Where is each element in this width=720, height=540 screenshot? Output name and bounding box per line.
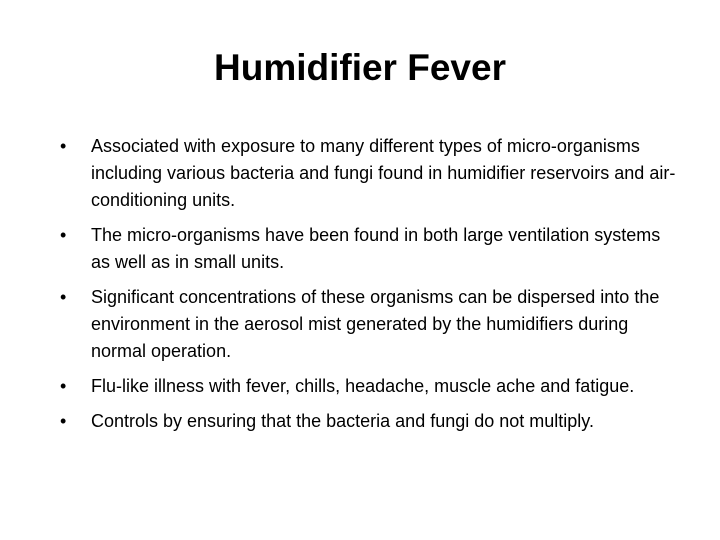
slide-title: Humidifier Fever <box>214 47 506 88</box>
bullet-text: The micro-organisms have been found in both large ventilation systems as well as in small units. <box>91 225 661 272</box>
bullet-text: Significant concentrations of these organisms can be dispersed into the environment in the aerosol mist generated by the humidifiers during normal operation. <box>91 287 660 361</box>
bullet-marker: • <box>60 411 67 431</box>
bullet-marker: • <box>60 376 67 396</box>
bullet-item <box>60 284 680 365</box>
bullet-item <box>60 373 680 400</box>
bullet-list <box>60 133 680 443</box>
bullet-text: Associated with exposure to many different types of micro-organisms including various bacteria and fungi found in humidifier reservoirs and air-conditioning units. <box>91 136 676 210</box>
bullet-marker: • <box>60 287 67 307</box>
bullet-text: Controls by ensuring that the bacteria and fungi do not multiply. <box>91 411 594 431</box>
bullet-item <box>60 408 680 435</box>
bullet-marker: • <box>60 225 67 245</box>
bullet-item <box>60 222 680 276</box>
bullet-text: Flu-like illness with fever, chills, headache, muscle ache and fatigue. <box>91 376 635 396</box>
bullet-item <box>60 133 680 214</box>
bullet-marker: • <box>60 136 67 156</box>
